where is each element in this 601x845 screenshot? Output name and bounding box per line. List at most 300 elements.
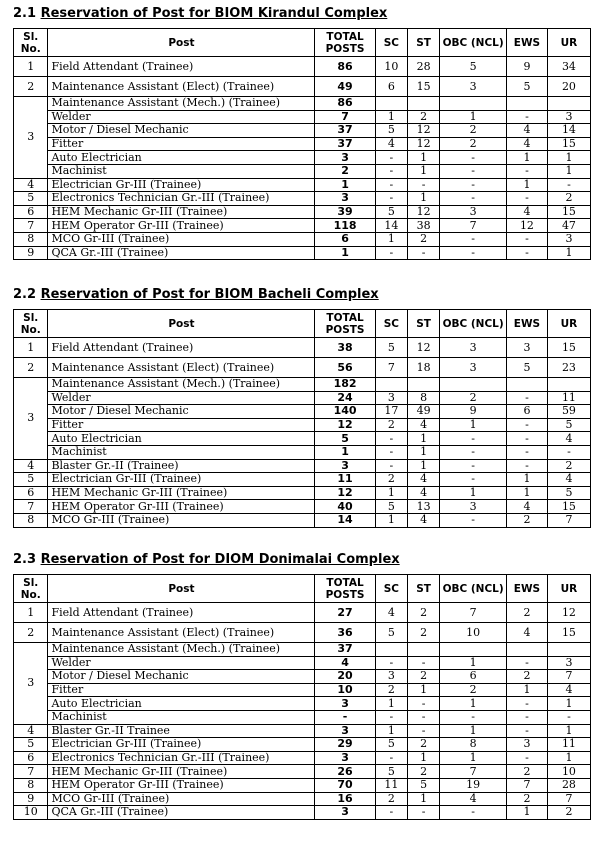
cell-ur: 5: [547, 418, 590, 432]
cell-post: HEM Mechanic Gr-III (Trainee): [48, 765, 315, 779]
cell-post: Fitter: [48, 683, 315, 697]
table-row: [14, 724, 591, 738]
cell-ur: 15: [547, 500, 590, 514]
cell-obc: 1: [440, 724, 507, 738]
cell-ur: 1: [547, 164, 590, 178]
cell-ews: 4: [506, 623, 547, 643]
cell-st: 5: [407, 778, 439, 792]
cell-ews: 1: [506, 806, 547, 820]
cell-post: Electrician Gr-III (Trainee): [48, 473, 315, 487]
cell-post: Auto Electrician: [48, 151, 315, 165]
cell-st: 13: [407, 500, 439, 514]
cell-ur: 2: [547, 806, 590, 820]
cell-obc: 5: [440, 57, 507, 77]
cell-obc: 2: [440, 683, 507, 697]
cell-post: Blaster Gr.-II (Trainee): [48, 459, 315, 473]
cell-obc: -: [440, 164, 507, 178]
cell-sc: -: [375, 192, 407, 206]
cell-ews: -: [506, 710, 547, 724]
table-row: [14, 806, 591, 820]
cell-sl: 3: [14, 378, 48, 460]
cell-total: 37: [315, 137, 375, 151]
table-row: [14, 778, 591, 792]
table-row: [14, 500, 591, 514]
cell-total: 36: [315, 623, 375, 643]
cell-obc: -: [440, 806, 507, 820]
cell-total: 3: [315, 806, 375, 820]
cell-sc: 2: [375, 792, 407, 806]
cell-st: 15: [407, 77, 439, 97]
cell-obc: -: [440, 151, 507, 165]
cell-obc: 4: [440, 792, 507, 806]
cell-total: -: [315, 710, 375, 724]
cell-post: Motor / Diesel Mechanic: [48, 124, 315, 138]
column-header-st: ST: [407, 575, 439, 603]
cell-total: 26: [315, 765, 375, 779]
column-header-total: TOTAL POSTS: [315, 310, 375, 338]
table-row: [14, 137, 591, 151]
column-header-ur: UR: [547, 575, 590, 603]
cell-sl: 5: [14, 192, 48, 206]
cell-post: Machinist: [48, 164, 315, 178]
cell-sc: 5: [375, 338, 407, 358]
cell-ews: -: [506, 232, 547, 246]
cell-ews: 4: [506, 124, 547, 138]
cell-sl: 1: [14, 603, 48, 623]
cell-ur: 1: [547, 724, 590, 738]
cell-st: 12: [407, 124, 439, 138]
cell-ur: [547, 378, 590, 392]
cell-post: MCO Gr-III (Trainee): [48, 232, 315, 246]
cell-sc: 5: [375, 623, 407, 643]
section-heading: 2.3 Reservation of Post for DIOM Donimalai Complex: [13, 552, 400, 567]
cell-sl: 9: [14, 792, 48, 806]
cell-total: 3: [315, 151, 375, 165]
cell-sl: 6: [14, 486, 48, 500]
cell-obc: 3: [440, 358, 507, 378]
reservation-table: [13, 28, 591, 260]
table-row: [14, 164, 591, 178]
cell-st: 1: [407, 432, 439, 446]
cell-ur: 1: [547, 246, 590, 260]
cell-ews: -: [506, 724, 547, 738]
cell-obc: 3: [440, 500, 507, 514]
cell-ur: 7: [547, 670, 590, 684]
cell-sl: 2: [14, 77, 48, 97]
cell-total: 140: [315, 405, 375, 419]
cell-st: [407, 643, 439, 657]
cell-post: Fitter: [48, 418, 315, 432]
column-header-total: TOTAL POSTS: [315, 29, 375, 57]
cell-obc: 19: [440, 778, 507, 792]
column-header-st: ST: [407, 29, 439, 57]
cell-ur: -: [547, 178, 590, 192]
column-header-sl: Sl. No.: [14, 575, 48, 603]
cell-ews: 3: [506, 338, 547, 358]
cell-sc: 10: [375, 57, 407, 77]
cell-sl: 1: [14, 57, 48, 77]
cell-total: 2: [315, 164, 375, 178]
cell-post: Fitter: [48, 137, 315, 151]
cell-st: -: [407, 710, 439, 724]
cell-ur: [547, 97, 590, 111]
table-row: [14, 246, 591, 260]
cell-post: Welder: [48, 110, 315, 124]
reservation-table: [13, 309, 591, 528]
cell-sc: 5: [375, 500, 407, 514]
table-row: [14, 378, 591, 392]
cell-post: Auto Electrician: [48, 432, 315, 446]
cell-st: 1: [407, 151, 439, 165]
column-header-ur: UR: [547, 29, 590, 57]
cell-obc: 2: [440, 391, 507, 405]
cell-total: 3: [315, 724, 375, 738]
cell-ur: 23: [547, 358, 590, 378]
cell-ur: 47: [547, 219, 590, 233]
column-header-obc: OBC (NCL): [440, 310, 507, 338]
cell-st: 1: [407, 164, 439, 178]
cell-sc: -: [375, 656, 407, 670]
cell-ews: 2: [506, 765, 547, 779]
cell-sc: 2: [375, 683, 407, 697]
cell-post: Maintenance Assistant (Mech.) (Trainee): [48, 97, 315, 111]
cell-st: 12: [407, 338, 439, 358]
column-header-sc: SC: [375, 310, 407, 338]
cell-ews: -: [506, 432, 547, 446]
table-header-row: [14, 29, 591, 57]
cell-st: 28: [407, 57, 439, 77]
table-row: [14, 151, 591, 165]
cell-st: 2: [407, 670, 439, 684]
cell-st: [407, 378, 439, 392]
table-row: [14, 192, 591, 206]
column-header-ur: UR: [547, 310, 590, 338]
cell-post: Field Attendant (Trainee): [48, 57, 315, 77]
cell-sl: 6: [14, 205, 48, 219]
cell-post: QCA Gr.-III (Trainee): [48, 246, 315, 260]
cell-ews: -: [506, 246, 547, 260]
cell-total: 12: [315, 486, 375, 500]
cell-obc: 3: [440, 77, 507, 97]
section-kirandul: [13, 6, 591, 259]
cell-post: MCO Gr-III (Trainee): [48, 513, 315, 527]
cell-sc: 1: [375, 697, 407, 711]
cell-sc: 2: [375, 418, 407, 432]
cell-st: 1: [407, 445, 439, 459]
cell-post: Maintenance Assistant (Elect) (Trainee): [48, 623, 315, 643]
cell-obc: 3: [440, 338, 507, 358]
cell-sl: 5: [14, 738, 48, 752]
cell-ur: 2: [547, 459, 590, 473]
cell-sl: 5: [14, 473, 48, 487]
cell-sc: [375, 97, 407, 111]
column-header-sl: Sl. No.: [14, 310, 48, 338]
cell-sc: -: [375, 806, 407, 820]
cell-sl: 10: [14, 806, 48, 820]
cell-post: Maintenance Assistant (Elect) (Trainee): [48, 77, 315, 97]
cell-sc: -: [375, 246, 407, 260]
cell-post: Electrician Gr-III (Trainee): [48, 178, 315, 192]
cell-sc: 5: [375, 124, 407, 138]
cell-sl: 6: [14, 751, 48, 765]
cell-sc: 5: [375, 765, 407, 779]
cell-st: 2: [407, 623, 439, 643]
cell-sl: 8: [14, 513, 48, 527]
table-row: [14, 178, 591, 192]
cell-st: [407, 97, 439, 111]
table-row: [14, 670, 591, 684]
table-row: [14, 623, 591, 643]
cell-ur: 4: [547, 683, 590, 697]
cell-ews: -: [506, 391, 547, 405]
cell-total: 16: [315, 792, 375, 806]
cell-ews: 2: [506, 670, 547, 684]
cell-obc: 7: [440, 603, 507, 623]
cell-ews: 2: [506, 513, 547, 527]
column-header-obc: OBC (NCL): [440, 575, 507, 603]
column-header-ews: EWS: [506, 575, 547, 603]
cell-total: 6: [315, 232, 375, 246]
cell-st: -: [407, 724, 439, 738]
table-row: [14, 338, 591, 358]
cell-ur: 3: [547, 232, 590, 246]
cell-total: 49: [315, 77, 375, 97]
cell-post: Welder: [48, 656, 315, 670]
cell-obc: 8: [440, 738, 507, 752]
cell-ur: 59: [547, 405, 590, 419]
column-header-ews: EWS: [506, 310, 547, 338]
cell-ews: 6: [506, 405, 547, 419]
column-header-post: Post: [48, 575, 315, 603]
cell-obc: 10: [440, 623, 507, 643]
cell-ews: 1: [506, 178, 547, 192]
cell-post: Machinist: [48, 710, 315, 724]
cell-ur: 28: [547, 778, 590, 792]
cell-ews: -: [506, 418, 547, 432]
cell-st: 4: [407, 418, 439, 432]
cell-ews: 1: [506, 486, 547, 500]
cell-sc: 1: [375, 486, 407, 500]
cell-total: 11: [315, 473, 375, 487]
cell-ews: 4: [506, 500, 547, 514]
column-header-obc: OBC (NCL): [440, 29, 507, 57]
cell-total: 27: [315, 603, 375, 623]
cell-sc: -: [375, 432, 407, 446]
cell-ur: 1: [547, 751, 590, 765]
cell-ews: 4: [506, 137, 547, 151]
cell-ews: 3: [506, 738, 547, 752]
cell-total: 3: [315, 459, 375, 473]
cell-ews: 2: [506, 792, 547, 806]
cell-sl: 8: [14, 232, 48, 246]
cell-ur: 20: [547, 77, 590, 97]
section-heading: 2.2 Reservation of Post for BIOM Bacheli Complex: [13, 287, 379, 302]
cell-obc: 1: [440, 418, 507, 432]
cell-st: 12: [407, 137, 439, 151]
table-row: [14, 405, 591, 419]
cell-total: 37: [315, 124, 375, 138]
cell-ews: 12: [506, 219, 547, 233]
cell-post: Motor / Diesel Mechanic: [48, 405, 315, 419]
cell-sl: 8: [14, 778, 48, 792]
cell-ews: 1: [506, 151, 547, 165]
table-row: [14, 710, 591, 724]
cell-ur: [547, 643, 590, 657]
cell-post: Blaster Gr.-II Trainee: [48, 724, 315, 738]
cell-total: 12: [315, 418, 375, 432]
cell-ur: 14: [547, 124, 590, 138]
cell-ews: 5: [506, 358, 547, 378]
cell-obc: -: [440, 473, 507, 487]
cell-post: Maintenance Assistant (Elect) (Trainee): [48, 358, 315, 378]
cell-obc: -: [440, 246, 507, 260]
cell-st: 1: [407, 683, 439, 697]
cell-obc: 7: [440, 765, 507, 779]
table-row: [14, 459, 591, 473]
cell-ur: 15: [547, 623, 590, 643]
table-row: [14, 124, 591, 138]
cell-ews: -: [506, 192, 547, 206]
cell-obc: -: [440, 192, 507, 206]
cell-st: -: [407, 656, 439, 670]
cell-obc: 2: [440, 137, 507, 151]
cell-sc: 3: [375, 670, 407, 684]
column-header-sl: Sl. No.: [14, 29, 48, 57]
cell-sl: 9: [14, 246, 48, 260]
cell-ews: -: [506, 656, 547, 670]
cell-ur: 11: [547, 738, 590, 752]
cell-obc: -: [440, 178, 507, 192]
cell-total: 20: [315, 670, 375, 684]
cell-sc: -: [375, 164, 407, 178]
cell-obc: -: [440, 445, 507, 459]
cell-sl: 4: [14, 178, 48, 192]
column-header-post: Post: [48, 29, 315, 57]
cell-ews: 4: [506, 205, 547, 219]
cell-sl: 3: [14, 643, 48, 725]
cell-total: 56: [315, 358, 375, 378]
table-row: [14, 219, 591, 233]
cell-obc: 6: [440, 670, 507, 684]
cell-ews: -: [506, 110, 547, 124]
cell-st: 2: [407, 110, 439, 124]
cell-obc: 7: [440, 219, 507, 233]
cell-st: 2: [407, 232, 439, 246]
table-row: [14, 603, 591, 623]
section-heading: 2.1 Reservation of Post for BIOM Kirandul Complex: [13, 6, 388, 21]
cell-st: -: [407, 246, 439, 260]
cell-ur: -: [547, 445, 590, 459]
cell-ur: -: [547, 710, 590, 724]
cell-sc: -: [375, 445, 407, 459]
table-row: [14, 643, 591, 657]
cell-ur: 1: [547, 697, 590, 711]
cell-total: 5: [315, 432, 375, 446]
table-row: [14, 97, 591, 111]
cell-sc: 6: [375, 77, 407, 97]
cell-obc: [440, 378, 507, 392]
cell-obc: [440, 643, 507, 657]
cell-total: 182: [315, 378, 375, 392]
cell-ur: 4: [547, 473, 590, 487]
cell-sl: 2: [14, 358, 48, 378]
table-row: [14, 232, 591, 246]
table-row: [14, 445, 591, 459]
cell-obc: 1: [440, 110, 507, 124]
cell-ur: 10: [547, 765, 590, 779]
cell-st: 1: [407, 459, 439, 473]
table-row: [14, 765, 591, 779]
section-bacheli: [13, 287, 591, 527]
cell-ews: -: [506, 445, 547, 459]
table-row: [14, 57, 591, 77]
cell-st: 38: [407, 219, 439, 233]
cell-ews: 9: [506, 57, 547, 77]
cell-sl: 1: [14, 338, 48, 358]
cell-obc: 3: [440, 205, 507, 219]
cell-st: 1: [407, 792, 439, 806]
cell-sl: 7: [14, 500, 48, 514]
table-row: [14, 683, 591, 697]
table-header-row: [14, 575, 591, 603]
cell-ews: [506, 643, 547, 657]
cell-total: 86: [315, 97, 375, 111]
cell-ur: 3: [547, 656, 590, 670]
cell-ews: 2: [506, 603, 547, 623]
cell-ur: 5: [547, 486, 590, 500]
cell-post: HEM Operator Gr-III (Trainee): [48, 219, 315, 233]
cell-st: 4: [407, 513, 439, 527]
cell-ur: 4: [547, 432, 590, 446]
cell-sl: 7: [14, 765, 48, 779]
cell-sc: 7: [375, 358, 407, 378]
table-row: [14, 77, 591, 97]
cell-sl: 4: [14, 459, 48, 473]
cell-sl: 3: [14, 97, 48, 179]
cell-st: -: [407, 178, 439, 192]
cell-sc: 4: [375, 137, 407, 151]
cell-st: 8: [407, 391, 439, 405]
cell-st: 2: [407, 603, 439, 623]
cell-ews: 1: [506, 473, 547, 487]
cell-obc: 1: [440, 751, 507, 765]
cell-ur: 11: [547, 391, 590, 405]
cell-st: 18: [407, 358, 439, 378]
cell-post: Field Attendant (Trainee): [48, 338, 315, 358]
cell-sc: [375, 378, 407, 392]
cell-total: 14: [315, 513, 375, 527]
table-header-row: [14, 310, 591, 338]
cell-total: 1: [315, 246, 375, 260]
cell-sc: 1: [375, 232, 407, 246]
table-row: [14, 205, 591, 219]
cell-post: HEM Mechanic Gr-III (Trainee): [48, 205, 315, 219]
cell-obc: -: [440, 459, 507, 473]
table-row: [14, 513, 591, 527]
cell-total: 39: [315, 205, 375, 219]
cell-total: 37: [315, 643, 375, 657]
cell-sc: -: [375, 751, 407, 765]
column-header-sc: SC: [375, 29, 407, 57]
cell-st: 1: [407, 192, 439, 206]
cell-ur: 3: [547, 110, 590, 124]
cell-sl: 4: [14, 724, 48, 738]
cell-obc: [440, 97, 507, 111]
cell-total: 4: [315, 656, 375, 670]
cell-st: -: [407, 697, 439, 711]
table-row: [14, 738, 591, 752]
cell-post: Electronics Technician Gr.-III (Trainee): [48, 751, 315, 765]
